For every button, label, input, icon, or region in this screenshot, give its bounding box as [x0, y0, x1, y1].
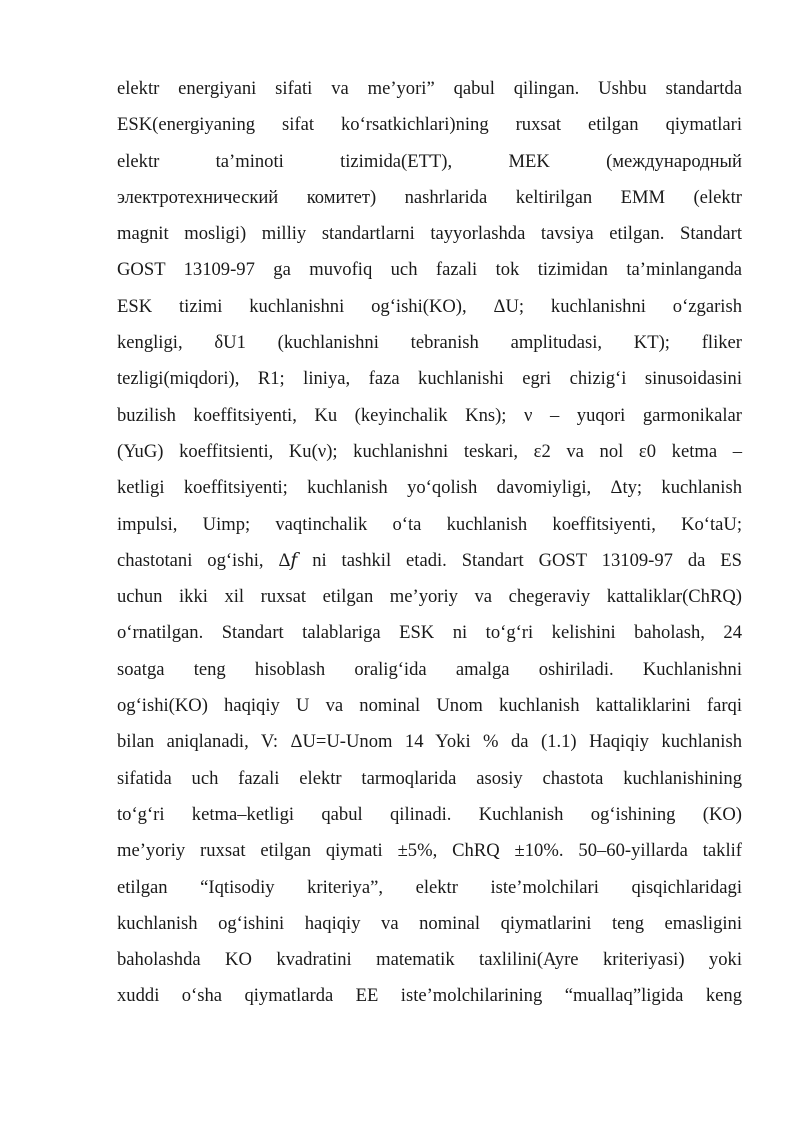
text-line: impulsi, Uimp; vaqtinchalik o‘ta kuchlanish koeffitsiyenti, Ko‘taU;	[117, 513, 742, 535]
text-line: sifatida uch fazali elektr tarmoqlarida asosiy chastota kuchlanishining	[117, 767, 742, 789]
text-line: elektr energiyani sifati va me’yori” qabul qilingan. Ushbu standartda	[117, 78, 742, 99]
text-line: me’yoriy ruxsat etilgan qiymati ±5%, ChRQ ±10%. 50–60-yillarda taklif	[117, 840, 742, 862]
text-line: GOST 13109-97 ga muvofiq uch fazali tok tizimidan ta’minlanganda	[117, 259, 742, 281]
text-line: og‘ishi(KO) haqiqiy U va nominal Unom kuchlanish kattaliklarini farqi	[117, 695, 742, 717]
text-line: bilan aniqlanadi, V: ΔU=U-Unom 14 Yoki % da (1.1) Haqiqiy kuchlanish	[117, 731, 742, 753]
text-line: soatga teng hisoblash oralig‘ida amalga oshiriladi. Kuchlanishni	[117, 658, 742, 680]
text-line: kengligi, δU1 (kuchlanishni tebranish amplitudasi, KT); fliker	[117, 332, 742, 354]
text-line: ESK(energiyaning sifat ko‘rsatkichlari)ning ruxsat etilgan qiymatlari	[117, 114, 742, 136]
text-line: электротехнический комитет) nashrlarida keltirilgan EMM (elektr	[117, 186, 742, 208]
text-line: o‘rnatilgan. Standart talablariga ESK ni to‘g‘ri kelishini baholash, 24	[117, 622, 742, 644]
text-line: uchun ikki xil ruxsat etilgan me’yoriy va chegeraviy kattaliklar(ChRQ)	[117, 586, 742, 608]
text-line: ketligi koeffitsiyenti; kuchlanish yo‘qolish davomiyligi, Δty; kuchlanish	[117, 477, 742, 499]
text-line: ESK tizimi kuchlanishni og‘ishi(KO), ΔU; kuchlanishni o‘zgarish	[117, 295, 742, 317]
text-line: to‘g‘ri ketma–ketligi qabul qilinadi. Kuchlanish og‘ishining (KO)	[117, 803, 742, 825]
text-line: etilgan “Iqtisodiy kriteriya”, elektr iste’molchilari qisqichlaridagi	[117, 876, 742, 898]
text-line: elektr ta’minoti tizimida(ETT), MEK (международный	[117, 150, 742, 172]
text-line: xuddi o‘sha qiymatlarda EE iste’molchilarining “muallaq”ligida keng	[117, 985, 742, 1007]
body-paragraph	[117, 71, 742, 1015]
text-line: chastotani og‘ishi, Δ𝑓 ni tashkil etadi. Standart GOST 13109-97 da ES	[117, 549, 742, 571]
text-line: tezligi(miqdori), R1; liniya, faza kuchlanishi egri chizig‘i sinusoidasini	[117, 368, 742, 390]
text-line: buzilish koeffitsiyenti, Ku (keyinchalik Kns); ν – yuqori garmonikalar	[117, 404, 742, 426]
text-line: baholashda KO kvadratini matematik taxlilini(Ayre kriteriyasi) yoki	[117, 949, 742, 971]
text-line: (YuG) koeffitsienti, Ku(ν); kuchlanishni teskari, ε2 va nol ε0 ketma –	[117, 440, 742, 462]
text-line: kuchlanish og‘ishini haqiqiy va nominal qiymatlarini teng emasligini	[117, 912, 742, 934]
text-line: magnit mosligi) milliy standartlarni tayyorlashda tavsiya etilgan. Standart	[117, 223, 742, 245]
